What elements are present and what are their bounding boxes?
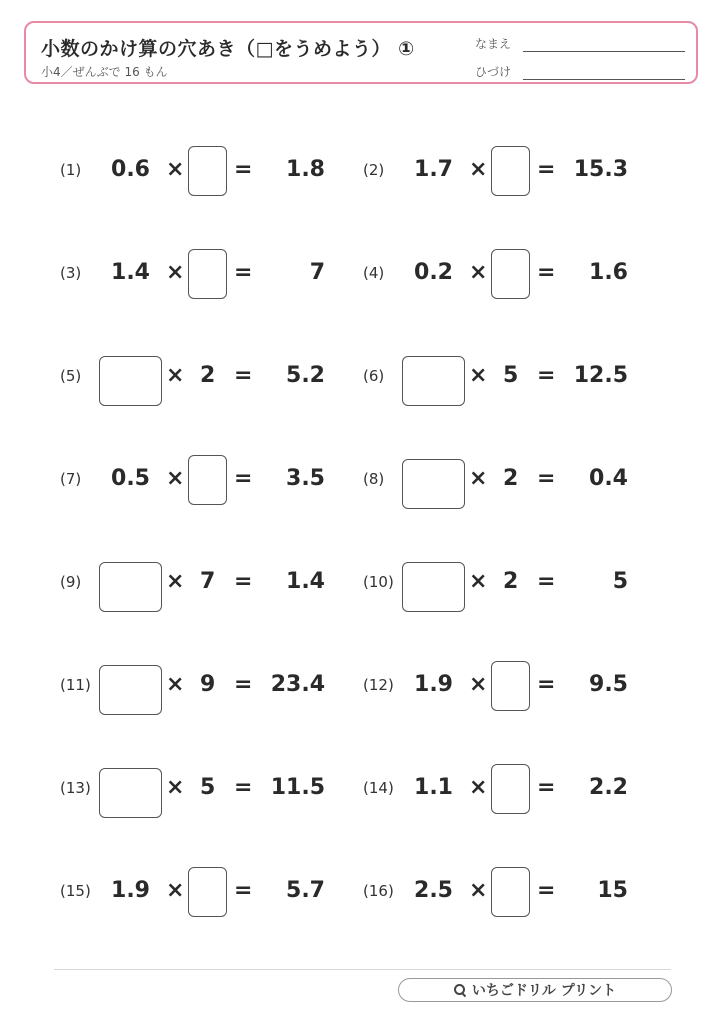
equals-sign: = (537, 363, 556, 388)
times-sign: × (166, 260, 185, 285)
answer-box[interactable] (491, 867, 530, 917)
problem-number: (8) (363, 470, 385, 488)
answer-box[interactable] (99, 665, 162, 715)
equals-sign: = (537, 672, 556, 697)
factor: 0.5 (111, 466, 150, 491)
problem-number: (2) (363, 161, 385, 179)
problem-number: (11) (60, 676, 91, 694)
result: 2.2 (589, 775, 628, 800)
brand-text: いちごドリル プリント (471, 983, 617, 999)
times-sign: × (469, 466, 488, 491)
factor: 0.2 (414, 260, 453, 285)
factor: 1.7 (414, 157, 453, 182)
problem-number: (7) (60, 470, 82, 488)
answer-box[interactable] (99, 768, 162, 818)
equals-sign: = (234, 466, 253, 491)
answer-box[interactable] (99, 356, 162, 406)
name-label: なまえ (475, 37, 512, 51)
name-field[interactable] (523, 51, 685, 52)
equals-sign: = (234, 363, 253, 388)
problem-number: (3) (60, 264, 82, 282)
problem-item (363, 249, 653, 299)
equals-sign: = (234, 157, 253, 182)
problem-item (363, 558, 653, 608)
problem-number: (13) (60, 779, 91, 797)
problem-item (363, 661, 653, 711)
page-subtitle: 小4／ぜんぶで 16 もん (41, 65, 168, 79)
brand-badge (398, 978, 672, 1002)
equals-sign: = (537, 775, 556, 800)
factor: 2.5 (414, 878, 453, 903)
times-sign: × (166, 775, 185, 800)
page-title: 小数のかけ算の穴あき（□をうめよう） ① (41, 38, 415, 60)
problem-number: (16) (363, 882, 394, 900)
factor: 1.9 (111, 878, 150, 903)
times-sign: × (166, 466, 185, 491)
problem-item (363, 764, 653, 814)
result: 15.3 (573, 157, 628, 182)
factor: 0.6 (111, 157, 150, 182)
times-sign: × (166, 878, 185, 903)
equals-sign: = (537, 157, 556, 182)
date-label: ひづけ (475, 65, 512, 79)
times-sign: × (469, 775, 488, 800)
factor: 7 (200, 569, 216, 594)
factor: 1.9 (414, 672, 453, 697)
factor: 2 (503, 466, 519, 491)
result: 1.6 (589, 260, 628, 285)
result: 9.5 (589, 672, 628, 697)
problem-number: (12) (363, 676, 394, 694)
result: 5.7 (286, 878, 325, 903)
factor: 2 (200, 363, 216, 388)
answer-box[interactable] (402, 356, 465, 406)
answer-box[interactable] (491, 661, 530, 711)
factor: 2 (503, 569, 519, 594)
worksheet-header (24, 21, 698, 84)
answer-box[interactable] (188, 867, 227, 917)
equals-sign: = (234, 775, 253, 800)
problem-item (363, 455, 653, 505)
times-sign: × (166, 157, 185, 182)
factor: 5 (503, 363, 519, 388)
equals-sign: = (234, 260, 253, 285)
times-sign: × (166, 672, 185, 697)
answer-box[interactable] (188, 455, 227, 505)
problem-item (363, 146, 653, 196)
answer-box[interactable] (188, 249, 227, 299)
answer-box[interactable] (402, 562, 465, 612)
result: 3.5 (286, 466, 325, 491)
equals-sign: = (537, 466, 556, 491)
result: 15 (597, 878, 628, 903)
equals-sign: = (537, 260, 556, 285)
times-sign: × (166, 363, 185, 388)
answer-box[interactable] (491, 146, 530, 196)
problem-item (60, 661, 350, 711)
problem-number: (15) (60, 882, 91, 900)
result: 7 (309, 260, 325, 285)
problem-item (363, 867, 653, 917)
result: 12.5 (573, 363, 628, 388)
result: 11.5 (270, 775, 325, 800)
problem-number: (5) (60, 367, 82, 385)
times-sign: × (469, 260, 488, 285)
times-sign: × (166, 569, 185, 594)
times-sign: × (469, 569, 488, 594)
times-sign: × (469, 878, 488, 903)
answer-box[interactable] (188, 146, 227, 196)
times-sign: × (469, 363, 488, 388)
problem-number: (10) (363, 573, 394, 591)
problem-item (60, 764, 350, 814)
problem-number: (9) (60, 573, 82, 591)
problem-item (60, 867, 350, 917)
answer-box[interactable] (491, 249, 530, 299)
date-field[interactable] (523, 79, 685, 80)
result: 1.8 (286, 157, 325, 182)
answer-box[interactable] (491, 764, 530, 814)
result: 1.4 (286, 569, 325, 594)
problem-item (363, 352, 653, 402)
answer-box[interactable] (99, 562, 162, 612)
problem-item (60, 455, 350, 505)
equals-sign: = (234, 878, 253, 903)
problem-number: (6) (363, 367, 385, 385)
equals-sign: = (234, 569, 253, 594)
result: 5.2 (286, 363, 325, 388)
factor: 5 (200, 775, 216, 800)
footer-divider (54, 969, 671, 970)
equals-sign: = (234, 672, 253, 697)
problem-number: (4) (363, 264, 385, 282)
problem-item (60, 352, 350, 402)
result: 0.4 (589, 466, 628, 491)
factor: 1.1 (414, 775, 453, 800)
problem-item (60, 146, 350, 196)
answer-box[interactable] (402, 459, 465, 509)
result: 23.4 (270, 672, 325, 697)
problem-number: (1) (60, 161, 82, 179)
equals-sign: = (537, 878, 556, 903)
equals-sign: = (537, 569, 556, 594)
factor: 1.4 (111, 260, 150, 285)
times-sign: × (469, 157, 488, 182)
problem-item (60, 249, 350, 299)
result: 5 (612, 569, 628, 594)
problem-number: (14) (363, 779, 394, 797)
factor: 9 (200, 672, 216, 697)
search-icon (454, 984, 466, 996)
problem-item (60, 558, 350, 608)
times-sign: × (469, 672, 488, 697)
